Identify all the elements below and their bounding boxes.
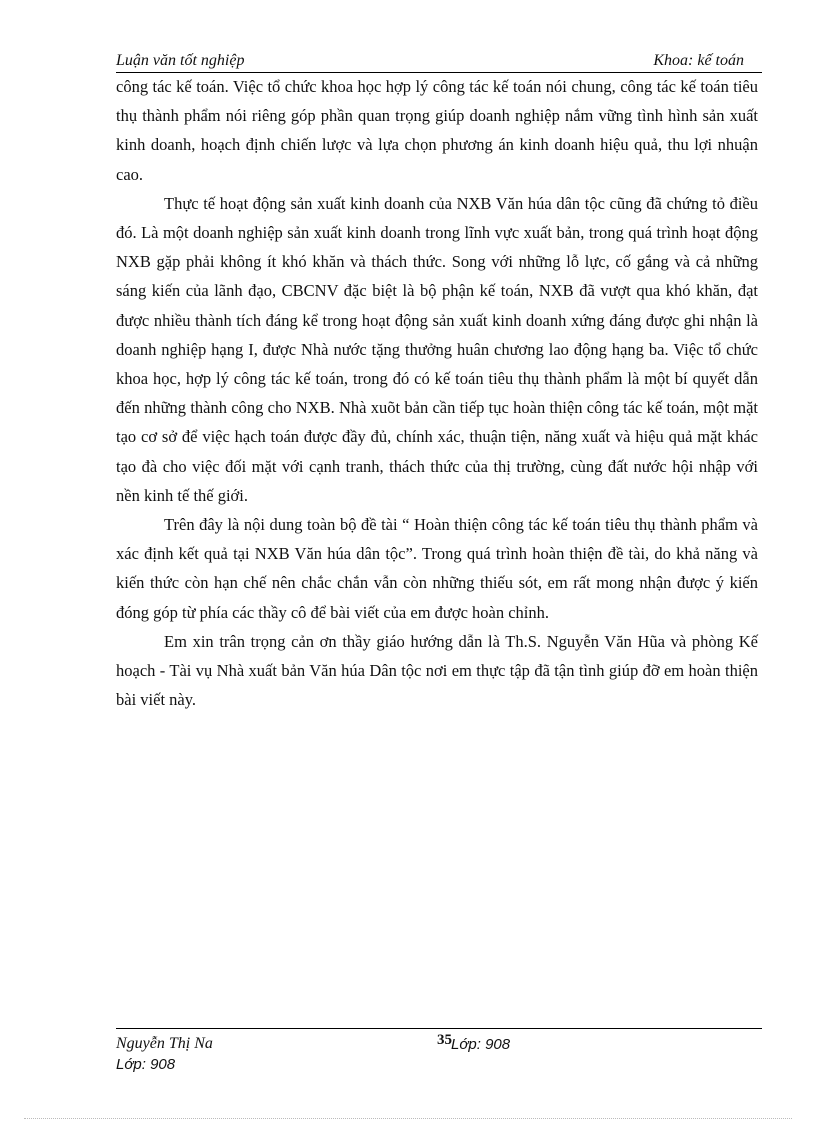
paragraph-4: Em xin trân trọng cản ơn thầy giáo hướng dẫn là Th.S. Nguyễn Văn Hũa và phòng Kế hoạch - Tài vụ Nhà xuất bản Văn húa Dân tộc nơi em thực tập đã tận tình giúp đỡ em hoàn thiện bài viết này. <box>116 631 758 710</box>
paragraph-3: Trên đây là nội dung toàn bộ đề tài “ Hoàn thiện công tác kế toán tiêu thụ thành phẩm và xác định kết quả tại NXB Văn húa dân tộc”. Trong quá trình hoàn thiện đề tài, do khả năng và kiến thức còn hạn chế nên chắc chắn vẫn còn những thiếu sót, em rất mong nhận được ý kiến đóng góp từ phía các thầy cô để bài viết của em được hoàn chỉnh. <box>116 515 758 622</box>
footer-class: Lớp: 908 <box>116 1056 176 1073</box>
footer-class-center: Lớp: 908 <box>451 1036 511 1053</box>
paragraph-1: công tác kế toán. Việc tổ chức khoa học hợp lý công tác kế toán nói chung, công tác kế toán tiêu thụ thành phẩm nói riêng góp phần quan trọng giúp doanh nghiệp nắm vững tình hình sản xuất kinh doanh, hoạch định chiến lược và lựa chọn phương án kinh doanh hiệu quả, thu lợi nhuận cao. <box>116 77 758 184</box>
header-thesis-title: Luận văn tốt nghiệp <box>116 52 245 69</box>
page-header <box>116 50 762 73</box>
paragraph-2: Thực tế hoạt động sản xuất kinh doanh của NXB Văn húa dân tộc cũng đã chứng tỏ điều đó. Là một doanh nghiệp sản xuất kinh doanh trong lĩnh vực xuất bản, trong quá trình hoạt động NXB gặp phải không ít khó khăn và thách thức. Song với những lỗ lực, cố gắng và cả những sáng kiến của lãnh đạo, CBCNV đặc biệt là bộ phận kế toán, NXB đã vượt qua khó khăn, đạt được nhiều thành tích đáng kể trong hoạt động sản xuất kinh doanh xứng đáng được ghi nhận là doanh nghiệp hạng I, được Nhà nước tặng thưởng huân chương lao động hạng ba. Việc tổ chức khoa học, hợp lý công tác kế toán, trong đó có kế toán tiêu thụ thành phẩm là một bí quyết dẫn đến những thành công cho NXB. Nhà xuõt bản cần tiếp tục hoàn thiện công tác kế toán, một mặt tạo cơ sở để việc hạch toán được đầy đủ, chính xác, thuận tiện, năng xuất và hiệu quả mặt khác tạo đà cho việc đối mặt với cạnh tranh, thách thức của thị trường, cùng đất nước hội nhập với nền kinh tế thế giới. <box>116 193 758 505</box>
body-text <box>116 72 758 714</box>
footer-author: Nguyễn Thị Na <box>116 1035 213 1052</box>
page-edge-dotted-line <box>24 1118 792 1119</box>
page-number: 35 <box>437 1032 452 1048</box>
footer-divider <box>116 1028 762 1029</box>
header-faculty: Khoa: kế toán <box>653 52 744 69</box>
